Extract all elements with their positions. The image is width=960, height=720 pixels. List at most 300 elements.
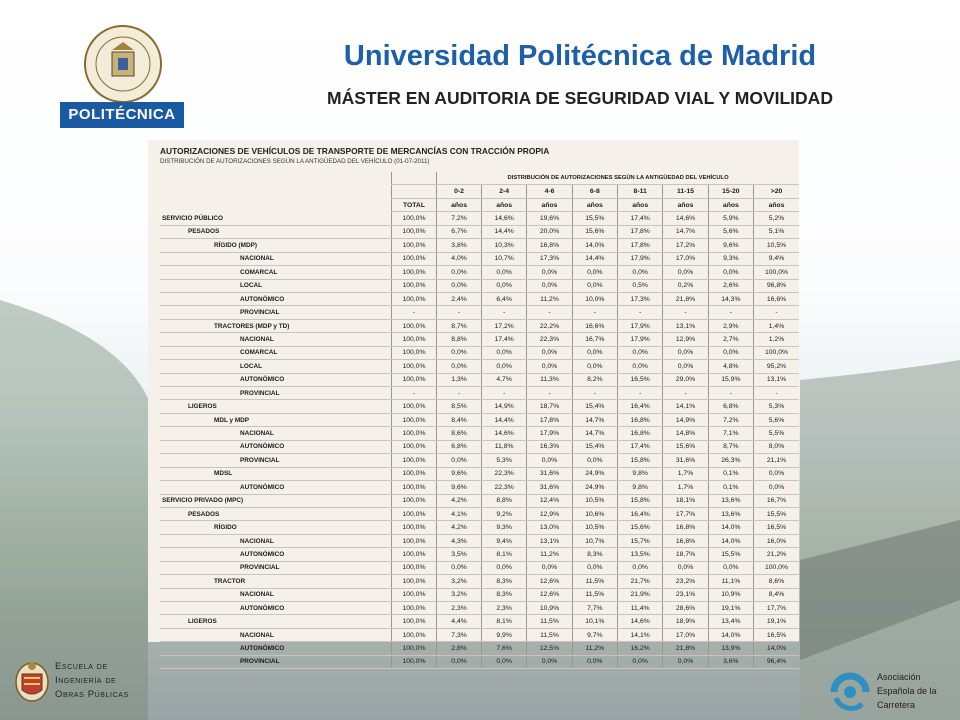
cell-value: -: [391, 306, 436, 319]
aec-name: Asociación Española de la Carretera: [877, 672, 937, 710]
cell-value: 10,7%: [572, 534, 617, 547]
cell-value: 17,4%: [481, 333, 526, 346]
cell-value: 5,6%: [754, 413, 799, 426]
cell-value: -: [708, 387, 753, 400]
cell-value: 100,0%: [391, 225, 436, 238]
cell-value: 14,6%: [481, 427, 526, 440]
cell-value: 15,6%: [663, 440, 708, 453]
cell-value: 16,4%: [618, 507, 663, 520]
cell-value: 11,5%: [527, 615, 572, 628]
cell-value: 100,0%: [391, 521, 436, 534]
cell-value: 0,0%: [572, 454, 617, 467]
cell-value: 17,4%: [618, 440, 663, 453]
cell-value: -: [754, 306, 799, 319]
row-label: NACIONAL: [160, 252, 391, 265]
cell-value: 0,0%: [572, 279, 617, 292]
cell-value: 100,0%: [391, 615, 436, 628]
cell-value: 5,5%: [754, 427, 799, 440]
cell-value: 2,9%: [708, 319, 753, 332]
header-spacer: [160, 185, 391, 198]
cell-value: 15,9%: [708, 373, 753, 386]
cell-value: 0,0%: [527, 360, 572, 373]
cell-value: 9,6%: [437, 481, 482, 494]
cell-value: 14,9%: [663, 413, 708, 426]
cell-value: -: [708, 306, 753, 319]
cell-value: 0,0%: [527, 454, 572, 467]
cell-value: 0,0%: [754, 467, 799, 480]
cell-value: 15,5%: [708, 548, 753, 561]
cell-value: 17,3%: [527, 252, 572, 265]
cell-value: 8,2%: [572, 373, 617, 386]
cell-value: 5,9%: [708, 212, 753, 225]
column-header: 15-20: [708, 185, 753, 198]
row-label: LIGEROS: [160, 615, 391, 628]
cell-value: 9,8%: [618, 481, 663, 494]
column-header: 2-4: [481, 185, 526, 198]
cell-value: 16,4%: [618, 400, 663, 413]
cell-value: 8,3%: [481, 588, 526, 601]
scanned-table-document: [148, 140, 799, 666]
cell-value: 4,3%: [437, 534, 482, 547]
table-row: [160, 602, 799, 615]
cell-value: 28,6%: [663, 602, 708, 615]
cell-value: 23,1%: [663, 588, 708, 601]
row-label: COMARCAL: [160, 346, 391, 359]
cell-value: 13,6%: [708, 494, 753, 507]
column-header-unit: años: [572, 198, 617, 211]
cell-value: -: [618, 306, 663, 319]
cell-value: 16,8%: [618, 413, 663, 426]
cell-value: 14,0%: [708, 521, 753, 534]
cell-value: 21,1%: [754, 454, 799, 467]
cell-value: 0,0%: [572, 655, 617, 668]
cell-value: 100,0%: [391, 467, 436, 480]
column-header: 4-6: [527, 185, 572, 198]
row-label: AUTONÓMICO: [160, 373, 391, 386]
cell-value: 17,4%: [618, 212, 663, 225]
table-header-row: [160, 198, 799, 211]
cell-value: 100,0%: [391, 440, 436, 453]
cell-value: 8,4%: [437, 413, 482, 426]
cell-value: 18,1%: [663, 494, 708, 507]
cell-value: 16,0%: [754, 534, 799, 547]
cell-value: 3,6%: [708, 655, 753, 668]
cell-value: 95,2%: [754, 360, 799, 373]
cell-value: 0,0%: [618, 346, 663, 359]
cell-value: -: [618, 387, 663, 400]
cell-value: 1,4%: [754, 319, 799, 332]
column-header: 0-2: [437, 185, 482, 198]
cell-value: 14,9%: [481, 400, 526, 413]
cell-value: -: [437, 387, 482, 400]
table-row: [160, 628, 799, 641]
cell-value: -: [572, 306, 617, 319]
cell-value: 15,8%: [618, 454, 663, 467]
cell-value: 14,4%: [481, 225, 526, 238]
cell-value: 10,0%: [572, 292, 617, 305]
cell-value: -: [391, 387, 436, 400]
table-row: [160, 346, 799, 359]
cell-value: 0,0%: [527, 279, 572, 292]
cell-value: 14,4%: [481, 413, 526, 426]
cell-value: 9,4%: [481, 534, 526, 547]
cell-value: 19,1%: [754, 615, 799, 628]
cell-value: 100,0%: [391, 454, 436, 467]
cell-value: 5,1%: [754, 225, 799, 238]
row-label: NACIONAL: [160, 333, 391, 346]
cell-value: 15,6%: [572, 225, 617, 238]
table-header-row: [160, 185, 799, 198]
cell-value: 7,1%: [708, 427, 753, 440]
cell-value: 22,3%: [481, 467, 526, 480]
cell-value: 11,1%: [708, 575, 753, 588]
cell-value: 1,7%: [663, 467, 708, 480]
cell-value: 9,9%: [481, 628, 526, 641]
cell-value: 0,0%: [618, 266, 663, 279]
cell-value: 13,9%: [708, 642, 753, 655]
cell-value: 17,2%: [481, 319, 526, 332]
cell-value: 9,3%: [481, 521, 526, 534]
cell-value: 8,8%: [437, 333, 482, 346]
cell-value: 17,9%: [618, 333, 663, 346]
cell-value: 5,6%: [708, 225, 753, 238]
cell-value: 14,0%: [754, 642, 799, 655]
cell-value: 11,5%: [572, 588, 617, 601]
column-header-unit: años: [437, 198, 482, 211]
cell-value: 0,0%: [663, 266, 708, 279]
table-row: [160, 534, 799, 547]
cell-value: 0,0%: [618, 655, 663, 668]
cell-value: 15,5%: [572, 212, 617, 225]
cell-value: 0,0%: [663, 360, 708, 373]
cell-value: 14,7%: [572, 427, 617, 440]
cell-value: 1,7%: [663, 481, 708, 494]
row-label: LIGEROS: [160, 400, 391, 413]
table-row: [160, 642, 799, 655]
row-label: NACIONAL: [160, 427, 391, 440]
cell-value: 100,0%: [391, 373, 436, 386]
cell-value: 8,4%: [754, 588, 799, 601]
cell-value: 16,8%: [618, 427, 663, 440]
cell-value: 13,4%: [708, 615, 753, 628]
cell-value: 0,0%: [572, 346, 617, 359]
cell-value: 18,7%: [663, 548, 708, 561]
cell-value: 100,0%: [391, 588, 436, 601]
cell-value: 0,0%: [708, 266, 753, 279]
cell-value: 0,0%: [754, 481, 799, 494]
cell-value: 17,0%: [663, 628, 708, 641]
table-row: [160, 615, 799, 628]
cell-value: 11,5%: [572, 575, 617, 588]
cell-value: 4,7%: [481, 373, 526, 386]
cell-value: 4,2%: [437, 494, 482, 507]
cell-value: 100,0%: [391, 400, 436, 413]
cell-value: 16,2%: [618, 642, 663, 655]
cell-value: 100,0%: [391, 602, 436, 615]
table-row: [160, 239, 799, 252]
cell-value: 13,0%: [527, 521, 572, 534]
cell-value: 2,3%: [481, 602, 526, 615]
page-subtitle: MÁSTER EN AUDITORIA DE SEGURIDAD VIAL Y MOVILIDAD: [327, 88, 833, 108]
cell-value: 18,9%: [663, 615, 708, 628]
cell-value: 14,4%: [572, 252, 617, 265]
cell-value: 100,0%: [391, 346, 436, 359]
cell-value: 5,3%: [481, 454, 526, 467]
table-row: [160, 279, 799, 292]
cell-value: 16,8%: [527, 239, 572, 252]
table-row: [160, 467, 799, 480]
cell-value: 17,0%: [663, 252, 708, 265]
cell-value: 24,9%: [572, 467, 617, 480]
table-row: [160, 373, 799, 386]
row-label: MDL y MDP: [160, 413, 391, 426]
cell-value: 0,0%: [481, 655, 526, 668]
cell-value: 10,5%: [754, 239, 799, 252]
cell-value: 100,0%: [391, 575, 436, 588]
table-row: [160, 387, 799, 400]
row-label: NACIONAL: [160, 628, 391, 641]
cell-value: 0,0%: [708, 561, 753, 574]
cell-value: 8,6%: [754, 575, 799, 588]
cell-value: 100,0%: [391, 481, 436, 494]
cell-value: 5,2%: [754, 212, 799, 225]
cell-value: 7,2%: [708, 413, 753, 426]
cell-value: -: [663, 306, 708, 319]
cell-value: 13,6%: [708, 507, 753, 520]
cell-value: -: [527, 387, 572, 400]
table-row: [160, 548, 799, 561]
cell-value: 14,1%: [663, 400, 708, 413]
cell-value: 0,0%: [527, 655, 572, 668]
cell-value: 22,2%: [527, 319, 572, 332]
cell-value: 0,1%: [708, 467, 753, 480]
table-row: [160, 306, 799, 319]
cell-value: 0,0%: [572, 266, 617, 279]
cell-value: 100,0%: [391, 212, 436, 225]
cell-value: 100,0%: [391, 413, 436, 426]
cell-value: 24,9%: [572, 481, 617, 494]
cell-value: 7,2%: [437, 212, 482, 225]
cell-value: 6,8%: [708, 400, 753, 413]
cell-value: 21,8%: [663, 292, 708, 305]
cell-value: -: [572, 387, 617, 400]
table-row: [160, 225, 799, 238]
cell-value: 7,3%: [437, 628, 482, 641]
cell-value: 0,0%: [481, 346, 526, 359]
table-row: [160, 507, 799, 520]
escuela-name: Escuela de Ingeniería de Obras Públicas: [55, 661, 129, 700]
table-row: [160, 292, 799, 305]
cell-value: 9,4%: [754, 252, 799, 265]
table-row: [160, 427, 799, 440]
table-subtitle: DISTRIBUCIÓN DE AUTORIZACIONES SEGÚN LA ANTIGÜEDAD DEL VEHÍCULO (01-07-2011): [160, 158, 430, 165]
cell-value: 7,7%: [572, 602, 617, 615]
row-label: SERVICIO PRIVADO (MPC): [160, 494, 391, 507]
cell-value: 96,4%: [754, 655, 799, 668]
row-label: PROVINCIAL: [160, 454, 391, 467]
cell-value: 0,0%: [708, 346, 753, 359]
cell-value: 17,7%: [754, 602, 799, 615]
table-row: [160, 521, 799, 534]
table-row: [160, 561, 799, 574]
cell-value: 14,7%: [663, 225, 708, 238]
row-label: NACIONAL: [160, 534, 391, 547]
authorizations-table: [160, 172, 799, 669]
cell-value: 0,0%: [527, 266, 572, 279]
cell-value: 8,1%: [481, 615, 526, 628]
cell-value: 11,5%: [527, 628, 572, 641]
table-row: [160, 360, 799, 373]
cell-value: 18,7%: [527, 400, 572, 413]
header-spacer: [160, 198, 391, 211]
cell-value: 0,5%: [618, 279, 663, 292]
cell-value: 4,8%: [708, 360, 753, 373]
cell-value: 14,7%: [572, 413, 617, 426]
cell-value: 16,5%: [618, 373, 663, 386]
column-header-total: TOTAL: [391, 198, 436, 211]
cell-value: 22,3%: [481, 481, 526, 494]
cell-value: 8,3%: [481, 575, 526, 588]
cell-value: 17,7%: [663, 507, 708, 520]
cell-value: 17,9%: [618, 319, 663, 332]
row-label: RÍGIDO: [160, 521, 391, 534]
table-row: [160, 212, 799, 225]
cell-value: 7,6%: [481, 642, 526, 655]
politecnica-band: POLITÉCNICA: [60, 102, 184, 128]
cell-value: 100,0%: [391, 561, 436, 574]
cell-value: 14,6%: [663, 212, 708, 225]
cell-value: 13,1%: [527, 534, 572, 547]
header-spacer: [391, 185, 436, 198]
cell-value: 21,2%: [754, 548, 799, 561]
cell-value: 1,3%: [437, 373, 482, 386]
column-header: 11-15: [663, 185, 708, 198]
cell-value: 0,0%: [437, 266, 482, 279]
row-label: LOCAL: [160, 360, 391, 373]
cell-value: -: [481, 306, 526, 319]
row-label: RÍGIDO (MDP): [160, 239, 391, 252]
cell-value: 14,0%: [708, 628, 753, 641]
cell-value: 0,2%: [663, 279, 708, 292]
cell-value: 100,0%: [391, 252, 436, 265]
cell-value: 11,4%: [618, 602, 663, 615]
row-label: AUTONÓMICO: [160, 292, 391, 305]
table-title: AUTORIZACIONES DE VEHÍCULOS DE TRANSPORTE DE MERCANCÍAS CON TRACCIÓN PROPIA: [160, 146, 550, 156]
cell-value: 16,7%: [572, 333, 617, 346]
column-header: >20: [754, 185, 799, 198]
group-header: DISTRIBUCIÓN DE AUTORIZACIONES SEGÚN LA ANTIGÜEDAD DEL VEHÍCULO: [437, 172, 799, 185]
table-header-row: [160, 172, 799, 185]
cell-value: 10,3%: [481, 239, 526, 252]
cell-value: 17,2%: [663, 239, 708, 252]
cell-value: 14,6%: [618, 615, 663, 628]
cell-value: 17,9%: [527, 427, 572, 440]
row-label: NACIONAL: [160, 588, 391, 601]
cell-value: 96,8%: [754, 279, 799, 292]
cell-value: 0,0%: [437, 346, 482, 359]
cell-value: 100,0%: [391, 360, 436, 373]
cell-value: 0,0%: [527, 346, 572, 359]
cell-value: 100,0%: [754, 346, 799, 359]
cell-value: 8,3%: [572, 548, 617, 561]
cell-value: 0,0%: [481, 561, 526, 574]
cell-value: 16,7%: [754, 494, 799, 507]
cell-value: 19,6%: [527, 212, 572, 225]
cell-value: 12,5%: [527, 642, 572, 655]
column-header-unit: años: [754, 198, 799, 211]
table-row: [160, 575, 799, 588]
cell-value: 16,6%: [754, 292, 799, 305]
table-row: [160, 266, 799, 279]
cell-value: 0,1%: [708, 481, 753, 494]
cell-value: 0,0%: [572, 360, 617, 373]
table-row: [160, 454, 799, 467]
cell-value: 12,4%: [527, 494, 572, 507]
cell-value: -: [481, 387, 526, 400]
row-label: TRACTORES (MDP y TD): [160, 319, 391, 332]
cell-value: 100,0%: [391, 507, 436, 520]
cell-value: 21,8%: [663, 642, 708, 655]
page-title: Universidad Politécnica de Madrid: [343, 40, 817, 72]
cell-value: 100,0%: [391, 534, 436, 547]
row-label: AUTONÓMICO: [160, 481, 391, 494]
cell-value: 0,0%: [663, 346, 708, 359]
cell-value: 2,4%: [437, 292, 482, 305]
table-row: [160, 588, 799, 601]
cell-value: 0,0%: [663, 655, 708, 668]
row-label: PROVINCIAL: [160, 561, 391, 574]
cell-value: 100,0%: [391, 333, 436, 346]
table-row: [160, 400, 799, 413]
cell-value: 14,3%: [708, 292, 753, 305]
column-header: 8-11: [618, 185, 663, 198]
cell-value: 100,0%: [391, 548, 436, 561]
cell-value: 10,5%: [572, 494, 617, 507]
cell-value: 100,0%: [391, 279, 436, 292]
cell-value: 10,9%: [527, 602, 572, 615]
column-header-unit: años: [527, 198, 572, 211]
cell-value: 10,6%: [572, 507, 617, 520]
cell-value: 31,6%: [663, 454, 708, 467]
cell-value: 100,0%: [391, 642, 436, 655]
cell-value: 0,0%: [437, 655, 482, 668]
cell-value: 16,8%: [663, 534, 708, 547]
cell-value: 16,5%: [754, 628, 799, 641]
header-spacer: [391, 172, 436, 185]
cell-value: 12,6%: [527, 575, 572, 588]
cell-value: 14,6%: [481, 212, 526, 225]
cell-value: 19,1%: [708, 602, 753, 615]
cell-value: 17,8%: [527, 413, 572, 426]
cell-value: 15,6%: [618, 521, 663, 534]
header-spacer: [160, 172, 391, 185]
cell-value: 0,0%: [481, 279, 526, 292]
cell-value: 8,5%: [437, 400, 482, 413]
cell-value: 8,7%: [437, 319, 482, 332]
row-label: LOCAL: [160, 279, 391, 292]
cell-value: 10,7%: [481, 252, 526, 265]
cell-value: 17,8%: [618, 239, 663, 252]
cell-value: 11,2%: [527, 548, 572, 561]
table-row: [160, 440, 799, 453]
column-header: 6-8: [572, 185, 617, 198]
cell-value: 14,0%: [572, 239, 617, 252]
cell-value: 17,8%: [618, 225, 663, 238]
cell-value: 15,5%: [754, 507, 799, 520]
cell-value: 100,0%: [391, 292, 436, 305]
row-label: COMARCAL: [160, 266, 391, 279]
cell-value: 1,2%: [754, 333, 799, 346]
